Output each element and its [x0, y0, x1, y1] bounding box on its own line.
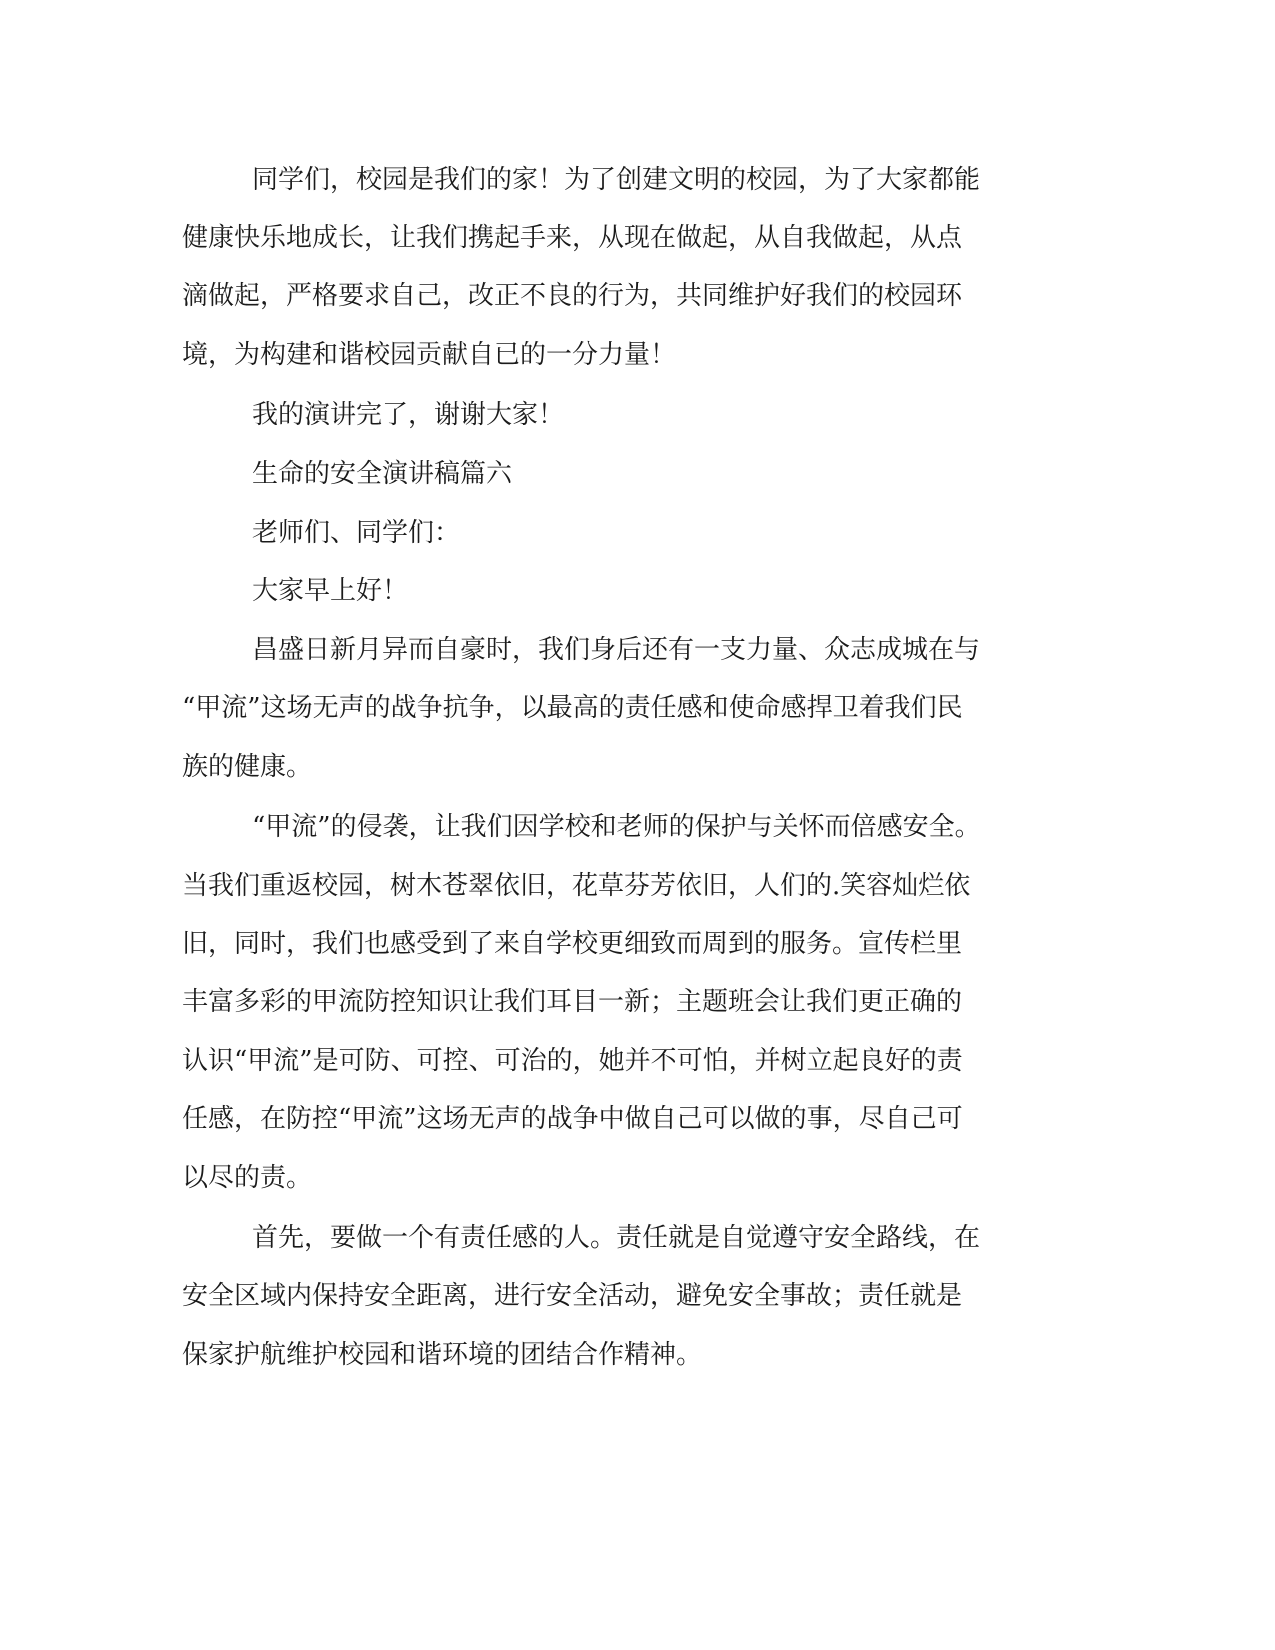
paragraph-line: 丰富多彩的甲流防控知识让我们耳目一新；主题班会让我们更正确的 [182, 987, 963, 1017]
paragraph-line: 族的健康。 [182, 752, 313, 782]
paragraph-line: 认识“甲流”是可防、可控、可治的，她并不可怕，并树立起良好的责 [182, 1046, 963, 1076]
paragraph-line: 任感，在防控“甲流”这场无声的战争中做自己可以做的事，尽自己可 [182, 1104, 963, 1134]
closing-line: 我的演讲完了，谢谢大家！ [252, 400, 565, 430]
paragraph-line: 保家护航维护校园和谐环境的团结合作精神。 [182, 1340, 703, 1370]
paragraph-line: 境，为构建和谐校园贡献自已的一分力量！ [182, 340, 677, 370]
paragraph-line: “甲流”这场无声的战争抗争，以最高的责任感和使命感捍卫着我们民 [182, 693, 963, 723]
paragraph-line: “甲流”的侵袭，让我们因学校和老师的保护与关怀而倍感安全。 [252, 812, 981, 842]
section-title: 生命的安全演讲稿篇六 [252, 459, 513, 489]
paragraph-line: 当我们重返校园，树木苍翠依旧，花草芬芳依旧，人们的.笑容灿烂依 [182, 871, 971, 901]
salutation: 老师们、同学们： [252, 518, 461, 548]
paragraph-line: 以尽的责。 [182, 1163, 313, 1193]
paragraph-line: 昌盛日新月异而自豪时，我们身后还有一支力量、众志成城在与 [252, 635, 981, 665]
paragraph-line: 旧，同时，我们也感受到了来自学校更细致而周到的服务。宣传栏里 [182, 929, 963, 959]
greeting: 大家早上好！ [252, 576, 409, 606]
paragraph-line: 同学们，校园是我们的家！为了创建文明的校园，为了大家都能 [252, 165, 981, 195]
paragraph-line: 滴做起，严格要求自己，改正不良的行为，共同维护好我们的校园环 [182, 281, 963, 311]
paragraph-line: 安全区域内保持安全距离，进行安全活动，避免安全事故；责任就是 [182, 1281, 963, 1311]
paragraph-line: 首先，要做一个有责任感的人。责任就是自觉遵守安全路线，在 [252, 1223, 981, 1253]
paragraph-line: 健康快乐地成长，让我们携起手来，从现在做起，从自我做起，从点 [182, 223, 963, 253]
